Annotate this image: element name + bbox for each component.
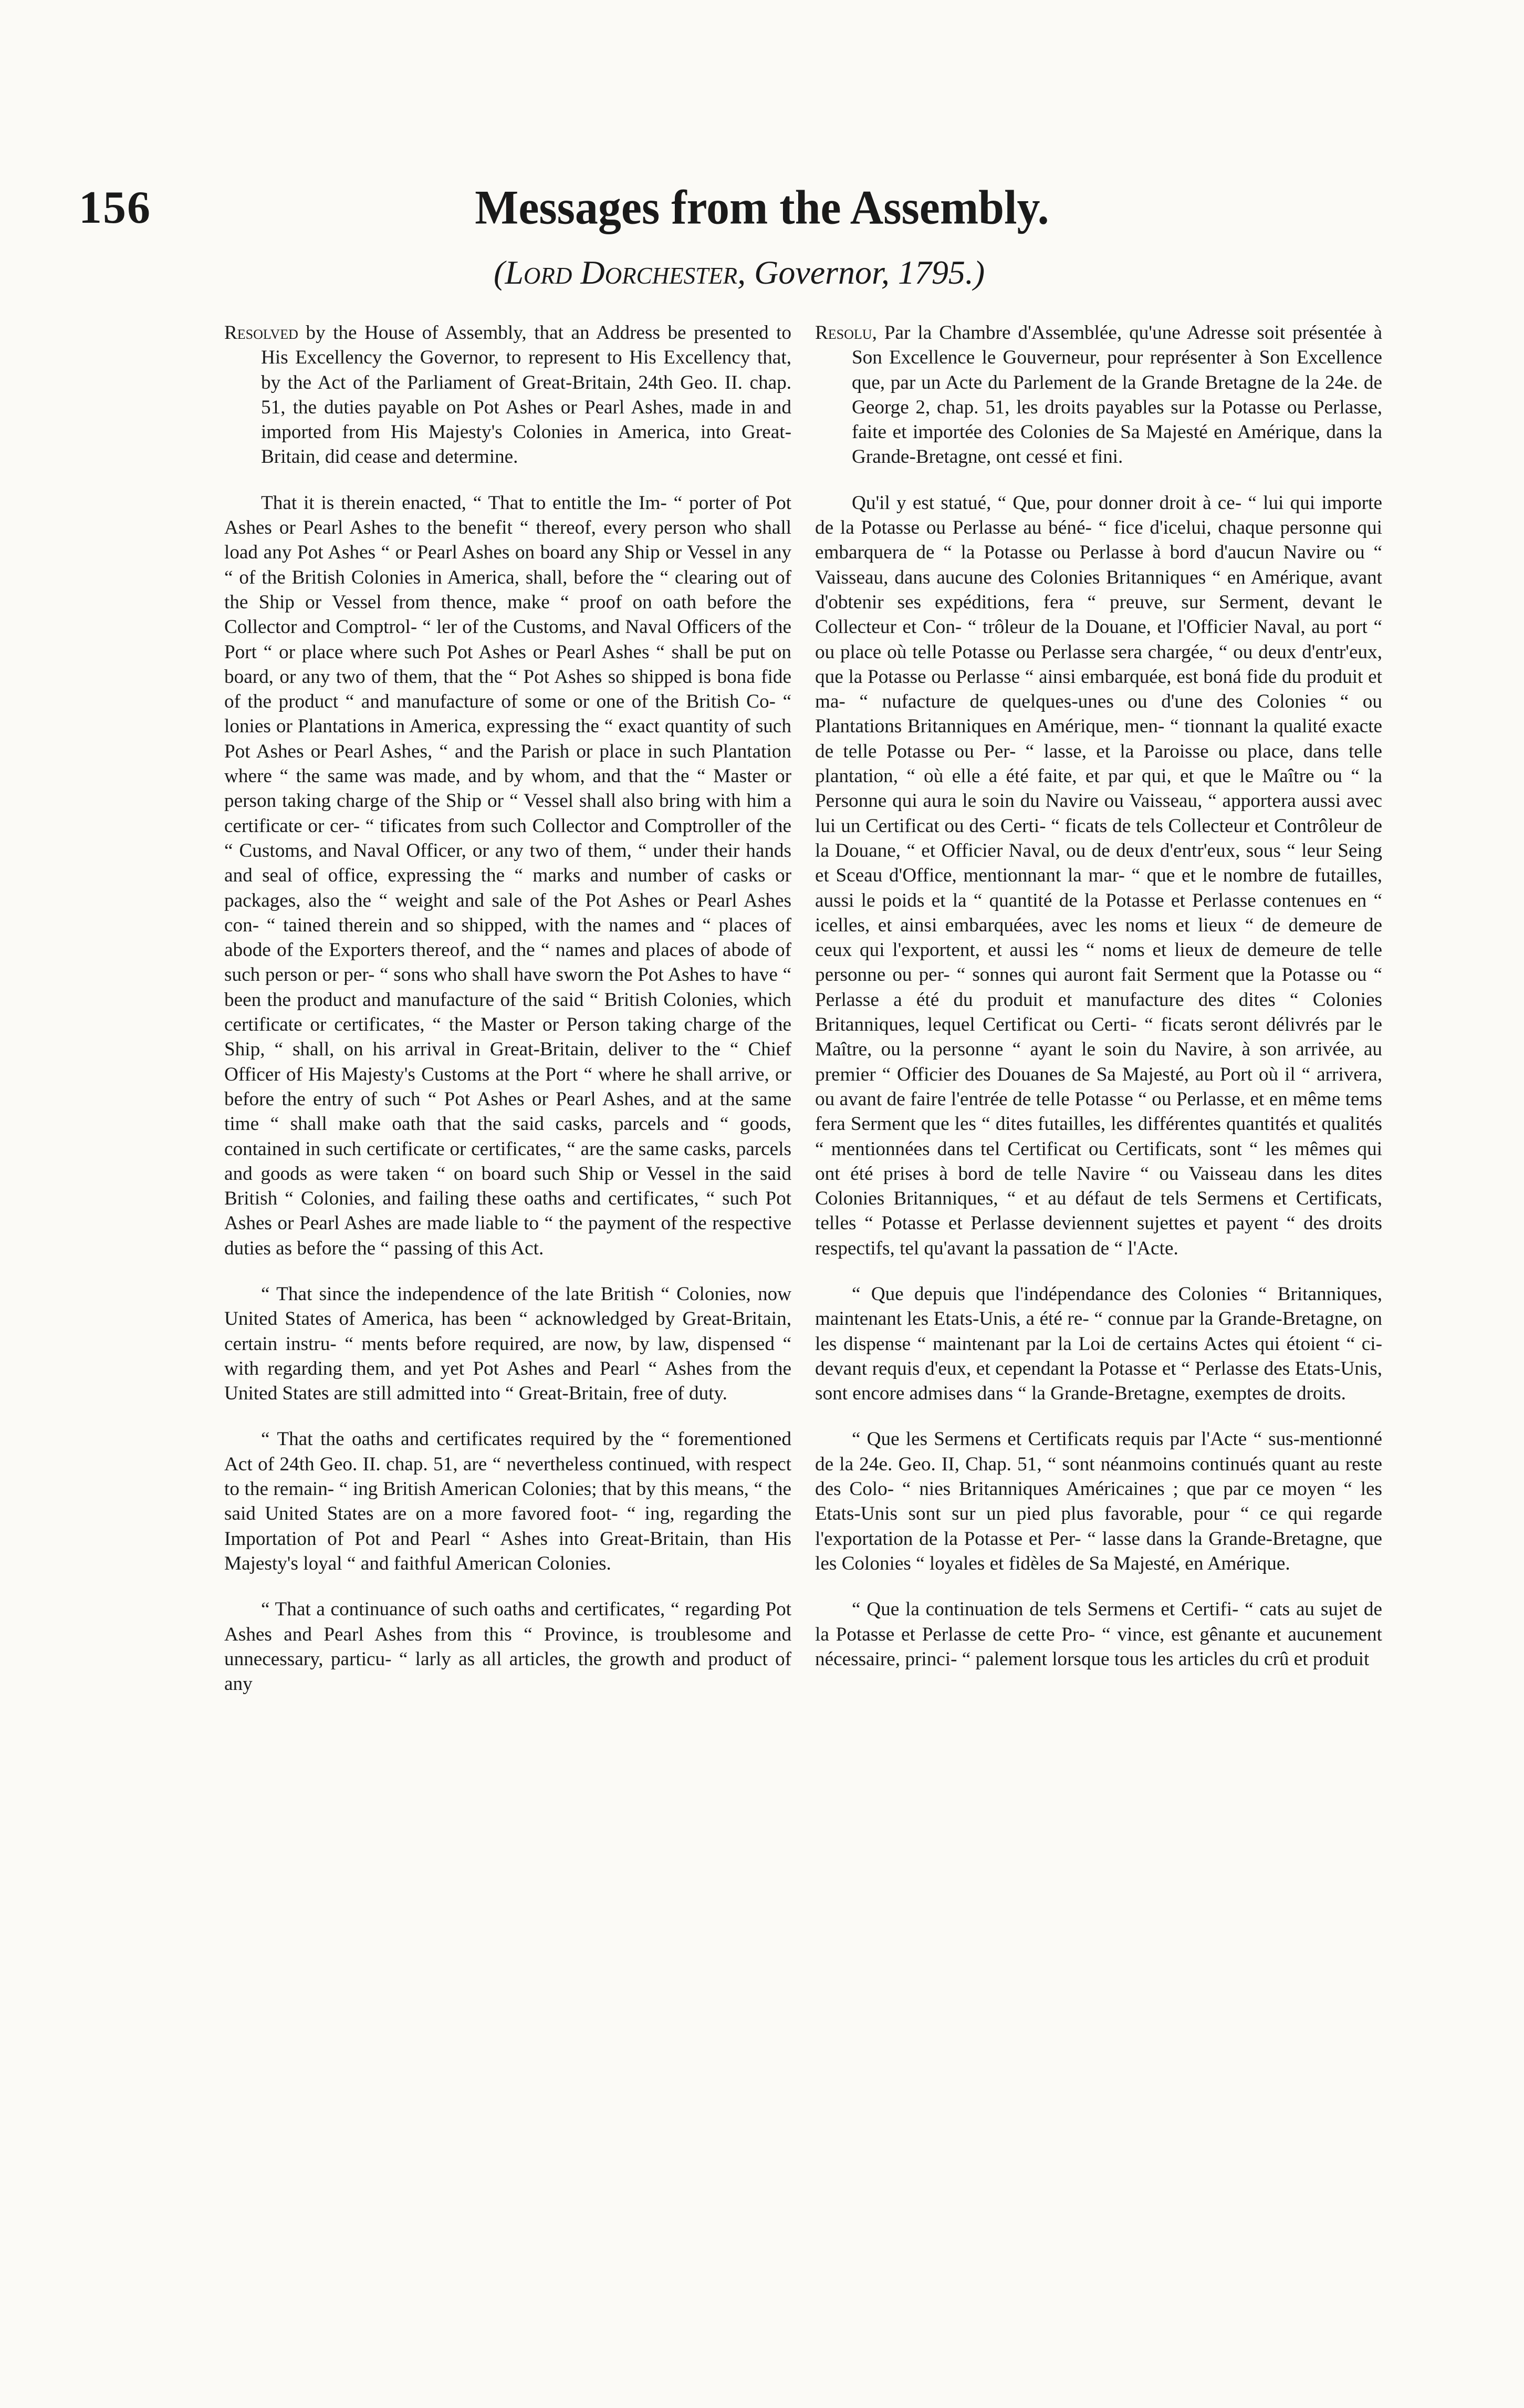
- french-paragraph-2: “ Que depuis que l'indépendance des Colonies “ Britanniques, maintenant les Etats-Unis, a été re- “ connue par la Grande-Bretagne, on les dispense “ maintenant par la Loi de certains Actes qui étoient “ ci-devant requis d'eux, et cependant la Potasse et “ Perlasse des Etats-Unis, sont encore admises dans “ la Grande-Bretagne, exemptes de droits.: [815, 1283, 1382, 1405]
- english-resolution-lead: Resolved: [224, 322, 298, 344]
- french-resolution: [815, 320, 1382, 470]
- english-paragraph-2: “ That since the independence of the late British “ Colonies, now United States of America, has been “ acknowledged by Great-Britain, certain instru- “ ments before required, are now, by law, dispensed “ with regarding them, and yet Pot Ashes and Pearl “ Ashes from the United States are still admitted into “ Great-Britain, free of duty.: [224, 1283, 791, 1405]
- french-paragraph-1: Qu'il y est statué, “ Que, pour donner droit à ce- “ lui qui importe de la Potasse ou Perlasse au béné- “ fice d'icelui, chaque personne qui embarquera de “ la Potasse ou Perlasse à bord d'aucun Navire ou “ Vaisseau, dans aucune des Colonies Britanniques “ en Amérique, avant d'obtenir ses expéditions, fera “ preuve, sur Serment, devant le Collecteur et Con- “ trôleur de la Douane, et l'Officier Naval, au port “ ou place où telle Potasse ou Perlasse sera chargée, “ ou deux d'entr'eux, que la Potasse ou Perlasse “ ainsi embarquée, est boná fide du produit et ma- “ nufacture de quelques-unes ou d'une des Colonies “ ou Plantations Britanniques en Amérique, men- “ tionnant la qualité exacte de telle Potasse ou Per- “ lasse, et la Paroisse ou place, dans telle plantation, “ où elle a été faite, et par qui, et que le Maître ou “ la Personne qui aura le soin du Navire ou Vaisseau, “ apportera aussi avec lui un Certificat ou des Certi- “ ficats de tels Collecteur et Contrôleur de la Douane, “ et Officier Naval, ou de deux d'entr'eux, sous “ leur Seing et Sceau d'Office, mentionnant la mar- “ que et le nombre de futailles, aussi le poids et la “ quantité de la Potasse et Perlasse contenues en “ icelles, et ainsi embarquées, avec les noms et lieux “ de demeure de ceux qui l'exportent, et aussi les “ noms et lieux de demeure de telle personne ou per- “ sonnes qui auront fait Serment que la Potasse ou “ Perlasse a été du produit et manufacture des dites “ Colonies Britanniques, lequel Certificat ou Certi- “ ficats seront délivrés par le Maître, ou la personne “ ayant le soin du Navire, à son arrivée, au premier “ Officier des Douanes de Sa Majesté, au Port où il “ arrivera, ou avant de faire l'entrée de telle Potasse “ ou Perlasse, et en même tems fera Serment que les “ dites futailles, les différentes quantités et qualités “ mentionnées dans tel Certificat ou Certificats, sont “ les mêmes qui ont été prises à bord de telle Navire “ ou Vaisseau dans les dites Colonies Britanniques, “ et au défaut de tels Sermens et Certificats, telles “ Potasse et Perlasse deviennent sujettes et payent “ des droits respectifs, tel qu'avant la passation de “ l'Acte.: [815, 492, 1382, 1259]
- french-column: [815, 320, 1382, 1693]
- french-paragraph-3: “ Que les Sermens et Certificats requis par l'Acte “ sus-mentionné de la 24e. Geo. II, Chap. 51, “ sont néanmoins continués quant au reste des Colo- “ nies Britanniques Américaines ; que par ce moyen “ les Etats-Unis sont sur un pied plus favorable, pour “ ce qui regarde l'exportation de la Potasse et Per- “ lasse dans la Grande-Bretagne, que les Colonies “ loyales et fidèles de Sa Majesté, en Amérique.: [815, 1428, 1382, 1574]
- running-title: Messages from the Assembly.: [475, 181, 1049, 235]
- subtitle-open: (: [494, 254, 505, 291]
- subtitle: [494, 253, 985, 292]
- english-resolution: [224, 320, 791, 470]
- french-resolution-text: Par la Chambre d'Assemblée, qu'une Adresse soit présentée à Son Excellence le Gouverneur, pour représenter à Son Excellence que, par un Acte du Parlement de la Grande Bretagne de la 24e. de George 2, chap. 51, les droits payables sur la Potasse ou Perlasse, faite et importée des Colonies de Sa Majesté en Amérique, dans la Grande-Bretagne, ont cessé et fini.: [852, 322, 1382, 468]
- english-paragraph-4: “ That a continuance of such oaths and certificates, “ regarding Pot Ashes and Pearl Ashes from this “ Province, is troublesome and unnecessary, particu- “ larly as all articles, the growth and product of any: [224, 1599, 791, 1695]
- english-column: [224, 320, 791, 1717]
- subtitle-lord: Lord Dorchester: [505, 254, 738, 291]
- english-paragraph-3: “ That the oaths and certificates required by the “ forementioned Act of 24th Geo. II. chap. 51, are “ nevertheless continued, with respect to the remain- “ ing British American Colonies; that by this means, “ the said United States are on a more favored foot- “ ing, regarding the Importation of Pot and Pearl “ Ashes into Great-Britain, than His Majesty's loyal “ and faithful American Colonies.: [224, 1428, 791, 1574]
- subtitle-rest: , Governor, 1795.): [737, 254, 985, 291]
- english-resolution-text: by the House of Assembly, that an Address be presented to His Excellency the Governor, to represent to His Excellency that, by the Act of the Parliament of Great-Britain, 24th Geo. II. chap. 51, the duties payable on Pot Ashes or Pearl Ashes, made in and imported from His Majesty's Colonies in America, into Great-Britain, did cease and determine.: [261, 322, 791, 468]
- english-paragraph-1: That it is therein enacted, “ That to entitle the Im- “ porter of Pot Ashes or Pearl Ashes to the benefit “ thereof, every person who shall load any Pot Ashes “ or Pearl Ashes on board any Ship or Vessel in any “ of the British Colonies in America, shall, before the “ clearing out of the Ship or Vessel from thence, make “ proof on oath before the Collector and Comptrol- “ ler of the Customs, and Naval Officers of the Port “ or place where such Pot Ashes or Pearl Ashes “ shall be put on board, or any two of them, that the “ Pot Ashes so shipped is bona fide of the product “ and manufacture of some or one of the British Co- “ lonies or Plantations in America, expressing the “ exact quantity of such Pot Ashes or Pearl Ashes, “ and the Parish or place in such Plantation where “ the same was made, and by whom, and that the “ Master or person taking charge of the Ship or “ Vessel shall also bring with him a certificate or cer- “ tificates from such Collector and Comptroller of the “ Customs, and Naval Officer, or any two of them, “ under their hands and seal of office, expressing the “ marks and number of casks or packages, also the “ weight and sale of the Pot Ashes or Pearl Ashes con- “ tained therein and so shipped, with the names and “ places of abode of the Exporters thereof, and the “ names and places of abode of such person or per- “ sons who shall have sworn the Pot Ashes to have “ been the product and manufacture of the said “ British Colonies, which certificate or certificates, “ the Master or Person taking charge of the Ship, “ shall, on his arrival in Great-Britain, deliver to the “ Chief Officer of His Majesty's Customs at the Port “ where he shall arrive, or before the entry of such “ Pot Ashes or Pearl Ashes, and at the same time “ shall make oath that the said casks, parcels and “ goods, contained in such certificate or certificates, “ are the same casks, parcels and goods as were taken “ on board such Ship or Vessel in the said British “ Colonies, and failing these oaths and certificates, “ such Pot Ashes or Pearl Ashes are made liable to “ the payment of the respective duties as before the “ passing of this Act.: [224, 492, 791, 1259]
- page-number: 156: [79, 182, 151, 233]
- french-resolution-lead: Resolu,: [815, 322, 877, 344]
- french-paragraph-4: “ Que la continuation de tels Sermens et Certifi- “ cats au sujet de la Potasse et Perlasse de cette Pro- “ vince, est gênante et aucunement nécessaire, princi- “ palement lorsque tous les articles du crû et produit: [815, 1599, 1382, 1670]
